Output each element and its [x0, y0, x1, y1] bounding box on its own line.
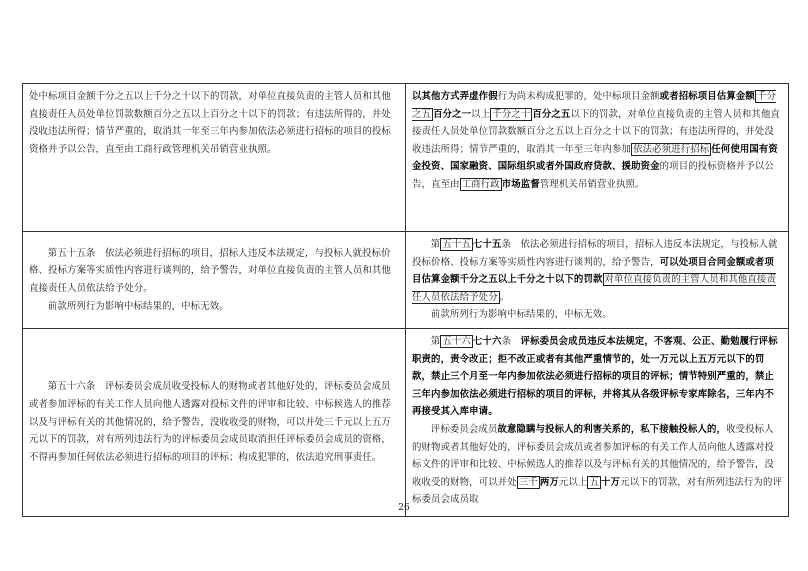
revised-paragraph: 第 五十六 七十六条 评标委员会成员违反本法规定，不客观、公正、勤勉履行评标职责的，责令改正；拒不改正或者有其他严重情节的，处一万元以上五万元以下的罚款，禁止三个月至一年内参加依法必须进行招标的项目的评标；情节特别严重的，禁止三年内参加依法必须进行招标的项目的评标，并将其从各级评标专家库除名，三年内不再接受其入库申请。: [412, 335, 778, 418]
deleted-text-box: 五十六: [442, 335, 471, 347]
comparison-table: [22, 83, 789, 517]
revised-paragraph: 评标委员会成员故意隐瞒与投标人的利害关系的，私下接触投标人的，收受投标人的财物或者其他好处的，评标委员会成员或者参加评标的有关工作人员向他人透露对投标文件的评审和比较、中标候选人的推荐以及与评标有关的其他情况的，给予警告，没收收受的财物，可以并处 三千 两万元以上 五 十万元以下的罚款，对有所列违法行为的评标委员会成员取: [412, 423, 783, 506]
original-paragraph: 第五十五条 依法必须进行招标的项目，招标人违反本法规定，与投标人就投标价格、投标方案等实质性内容进行谈判的，给予警告，对单位直接负责的主管人员和其他直接责任人员依法给予处分。: [29, 247, 391, 294]
original-paragraph: 处中标项目金额千分之五以上千分之十以下的罚款，对单位直接负责的主管人员和其他直接责任人员处单位罚款数额百分之五以上百分之十以下的罚款；有违法所得的，并处没收违法所得；情节严重的，取消其一年至三年内参加依法必须进行招标的项目的投标资格并予以公告，直至由工商行政管理机关吊销营业执照。: [29, 91, 391, 155]
deleted-text-box: 工商行政: [461, 178, 500, 190]
table-row: [23, 328, 789, 516]
deleted-text-box: 对单位直接负责的主管人员和其他直接责任人员依法给予处分: [412, 274, 776, 303]
revised-text-cell: [406, 232, 789, 329]
deleted-text-box: 千分之五: [412, 91, 776, 120]
deleted-text-box: 五十五: [442, 239, 471, 250]
original-text-cell: [23, 84, 406, 232]
table-row: [23, 232, 789, 329]
deleted-text-box: 依法必须进行招标: [633, 143, 710, 155]
table-row: [23, 84, 789, 232]
revised-paragraph: 第 五十五 七十五条 依法必须进行招标的项目，招标人违反本法规定，与投标人就投标价格、投标方案等实质性内容进行谈判的，给予警告，可以处项目合同金额或者项目估算金额千分之五以上千分之十以下的罚款 对单位直接负责的主管人员和其他直接责任人员依法给予处分 。: [412, 239, 778, 303]
deleted-text-box: 三千: [518, 476, 538, 488]
revised-paragraph: 前款所列行为影响中标结果的，中标无效。: [430, 309, 612, 321]
page-number: 26: [398, 503, 410, 513]
revised-text-cell: [406, 84, 789, 232]
original-paragraph: 前款所列行为影响中标结果的，中标无效。: [47, 300, 229, 312]
original-text-cell: [23, 328, 406, 516]
revised-text-cell: [406, 328, 789, 516]
original-text-cell: [23, 232, 406, 329]
revised-paragraph: 以其他方式弄虚作假行为尚未构成犯罪的，处中标项目金额或者招标项目估算金额 千分之五 百分之一以上 千分之十 百分之五以下的罚款，对单位直接负责的主管人员和其他直接责任人员处单位罚款数额百分之五以上百分之十以下的罚款；有违法所得的，并处没收违法所得；情节严重的，取消其一年至三年内参加 依法必须进行招标 任何使用国有资金投资、国家融资、国际组织或者外国政府贷款、援助资金的项目的投标资格并予以公告，直至由 工商行政 市场监督管理机关吊销营业执照。: [412, 91, 781, 190]
deleted-text-box: 千分之十: [492, 108, 531, 120]
original-paragraph: 第五十六条 评标委员会成员收受投标人的财物或者其他好处的，评标委员会成员或者参加评标的有关工作人员向他人透露对投标文件的评审和比较、中标候选人的推荐以及与评标有关的其他情况的，给予警告，没收收受的财物，可以并处三千元以上五万元以下的罚款，对有所列违法行为的评标委员会成员取消担任评标委员会成员的资格，不得再参加任何依法必须进行招标的项目的评标；构成犯罪的，依法追究刑事责任。: [29, 381, 391, 463]
deleted-text-box: 五: [589, 476, 600, 488]
